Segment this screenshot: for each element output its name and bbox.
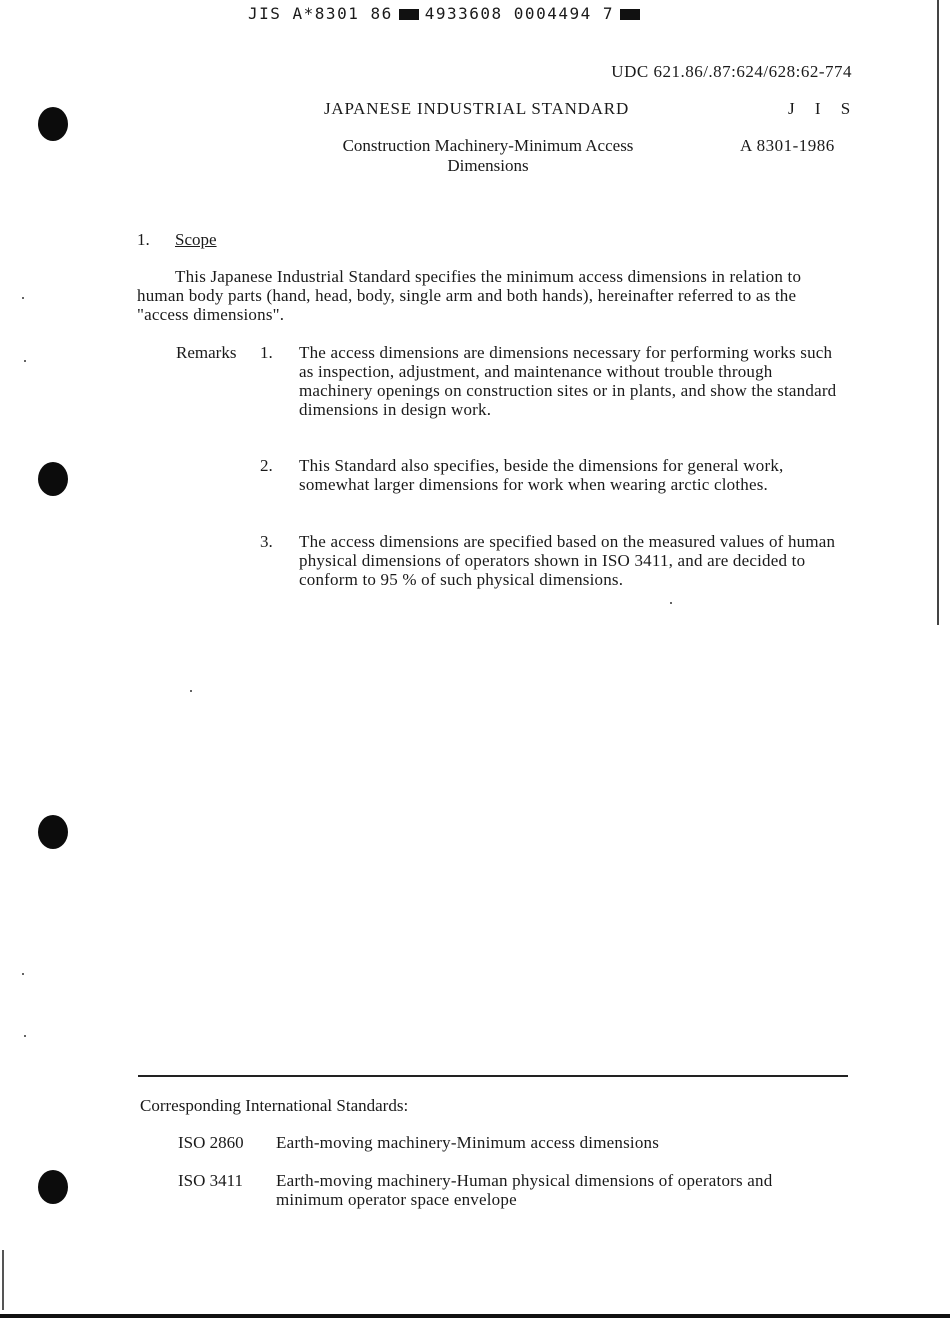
jis-mark: J I S bbox=[788, 99, 859, 118]
section-heading: Scope bbox=[175, 230, 217, 249]
udc-number: UDC 621.86/.87:624/628:62-774 bbox=[611, 62, 852, 81]
section-number: 1. bbox=[137, 230, 150, 249]
remark-number: 2. bbox=[260, 456, 273, 475]
punch-hole bbox=[38, 1170, 68, 1204]
scan-speck bbox=[670, 602, 672, 604]
scan-speck bbox=[22, 973, 24, 975]
document-title: Construction Machinery-Minimum Access Dimensions bbox=[342, 136, 634, 175]
scan-speck bbox=[22, 297, 24, 299]
page-bottom-edge bbox=[0, 1314, 950, 1318]
scan-speck bbox=[190, 690, 192, 692]
punch-hole bbox=[38, 462, 68, 496]
code-part-2: 4933608 0004494 7 bbox=[424, 4, 614, 23]
scan-speck bbox=[24, 360, 26, 362]
remark-text: The access dimensions are specified based on the measured values of human physical dimensions of operators shown in ISO 3411, and are decided to conform to 95 % of such physical dimensions. bbox=[299, 532, 836, 589]
standard-name: JAPANESE INDUSTRIAL STANDARD bbox=[324, 99, 630, 118]
scan-edge-line bbox=[2, 1250, 4, 1310]
standard-number: A 8301-1986 bbox=[740, 136, 835, 155]
iso-reference-code: ISO 2860 bbox=[178, 1133, 244, 1152]
punch-hole bbox=[38, 815, 68, 849]
remark-number: 1. bbox=[260, 343, 273, 362]
code-block-mark bbox=[399, 9, 419, 20]
scan-speck bbox=[24, 1035, 26, 1037]
iso-reference-title: Earth-moving machinery-Minimum access dimensions bbox=[276, 1133, 660, 1152]
scope-paragraph: This Japanese Industrial Standard specifies the minimum access dimensions in relation to human body parts (hand, head, body, single arm and both hands), hereinafter referred to as the "access dimensions". bbox=[137, 267, 802, 324]
code-part-1: JIS A*8301 86 bbox=[248, 4, 393, 23]
code-block-mark bbox=[620, 9, 640, 20]
footnote-divider bbox=[138, 1075, 848, 1077]
international-standards-heading: Corresponding International Standards: bbox=[140, 1096, 409, 1115]
iso-reference-title: Earth-moving machinery-Human physical dimensions of operators and minimum operator space envelope bbox=[276, 1171, 773, 1209]
scan-edge-line bbox=[937, 0, 939, 625]
remark-number: 3. bbox=[260, 532, 273, 551]
remark-text: This Standard also specifies, beside the dimensions for general work, somewhat larger dimensions for work when wearing arctic clothes. bbox=[299, 456, 784, 494]
punch-hole bbox=[38, 107, 68, 141]
remarks-label: Remarks bbox=[176, 343, 237, 362]
document-code-line bbox=[248, 4, 646, 23]
iso-reference-code: ISO 3411 bbox=[178, 1171, 244, 1190]
remark-text: The access dimensions are dimensions necessary for performing works such as inspection, adjustment, and maintenance without trouble through machinery openings on construction sites or in plants, and show the standard dimensions in design work. bbox=[299, 343, 837, 419]
